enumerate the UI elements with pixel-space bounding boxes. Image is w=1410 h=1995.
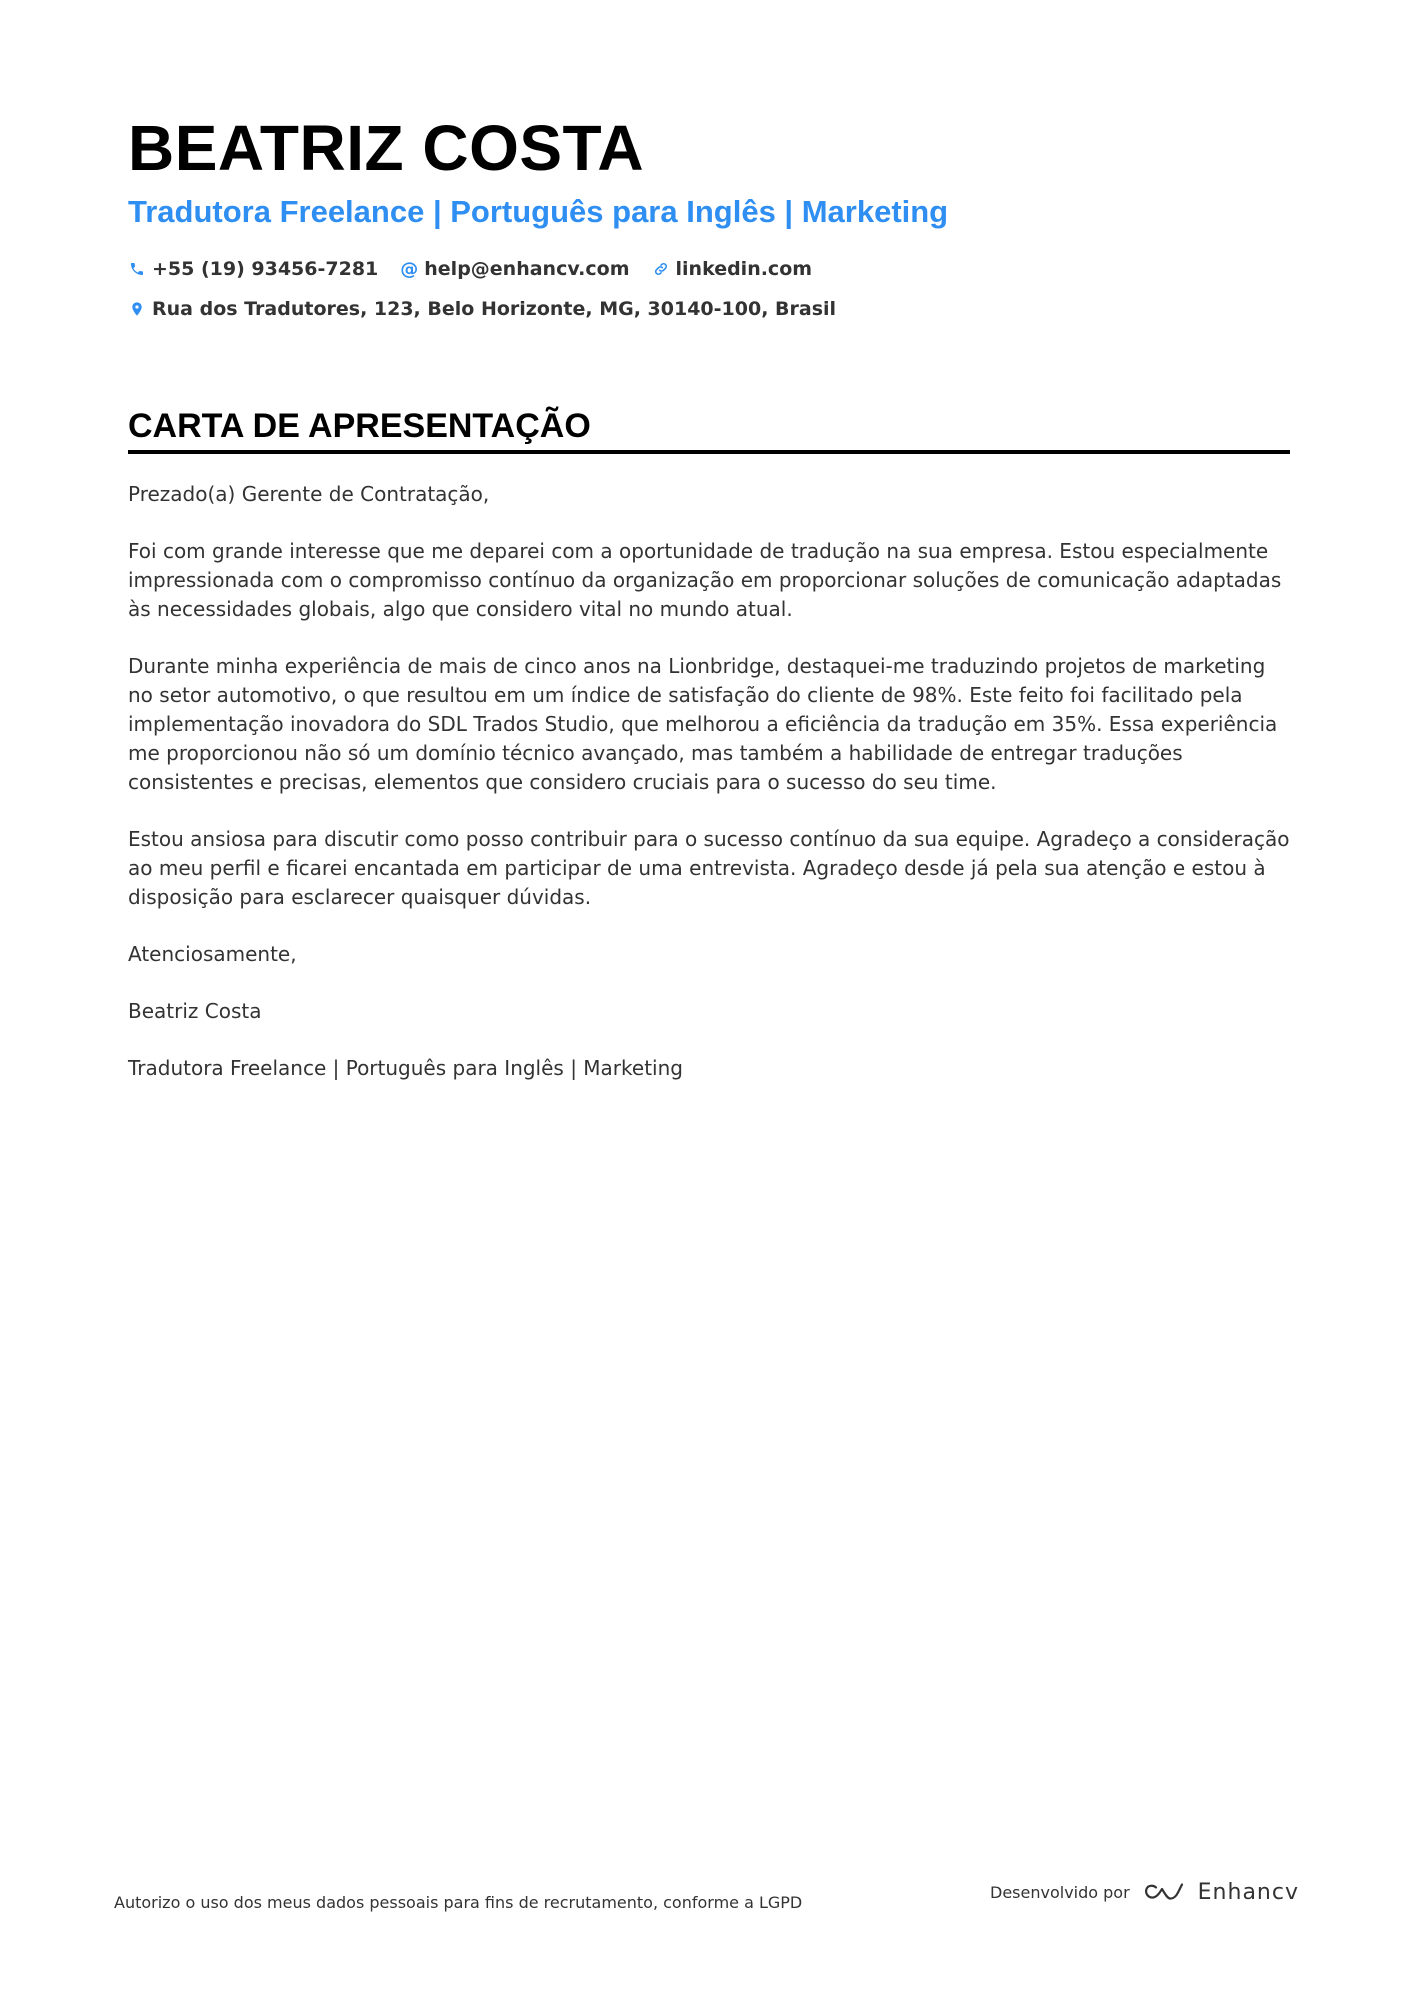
lgpd-consent: Autorizo o uso dos meus dados pessoais para fins de recrutamento, conforme a LGPD — [114, 1893, 803, 1912]
candidate-headline: Tradutora Freelance | Português para Inglês | Marketing — [128, 194, 949, 229]
contact-linkedin[interactable] — [652, 258, 813, 280]
letter-paragraph-1: Foi com grande interesse que me deparei com a oportunidade de tradução na sua empresa. Estou especialmente impressionada com o compromisso contínuo da organização em proporcionar soluções de comunicação adaptadas às necessidades globais, algo que considero vital no mundo atual. — [128, 539, 1282, 621]
contact-email[interactable] — [400, 258, 629, 280]
section-title: CARTA DE APRESENTAÇÃO — [128, 407, 591, 445]
letter-body — [128, 480, 1290, 1083]
powered-by-label: Desenvolvido por — [990, 1883, 1130, 1902]
contact-email-text: help@enhancv.com — [424, 258, 630, 280]
resume-header — [128, 108, 1288, 334]
letter-closing: Atenciosamente, — [128, 942, 297, 966]
powered-by — [990, 1880, 1299, 1905]
section-divider — [128, 450, 1290, 454]
enhancv-logo-icon — [1142, 1881, 1188, 1905]
contact-row-1 — [128, 254, 1288, 284]
signature-name: Beatriz Costa — [128, 999, 262, 1023]
letter-paragraph-2: Durante minha experiência de mais de cinco anos na Lionbridge, destaquei-me traduzindo projetos de marketing no setor automotivo, o que resultou em um índice de satisfação do cliente de 98%. Este feito foi facilitado pela implementação inovadora do SDL Trados Studio, que melhorou a eficiência da tradução em 35%. Essa experiência me proporcionou não só um domínio técnico avançado, mas também a habilidade de entregar traduções consistentes e precisas, elementos que considero cruciais para o sucesso do seu time. — [128, 654, 1278, 794]
location-pin-icon — [128, 300, 146, 318]
candidate-name: BEATRIZ COSTA — [128, 112, 645, 184]
contact-row-2 — [128, 294, 1288, 324]
contact-phone[interactable] — [128, 258, 378, 280]
link-icon — [652, 260, 670, 278]
cover-letter-section — [128, 404, 1290, 1111]
contact-linkedin-text: linkedin.com — [675, 258, 813, 280]
phone-icon — [128, 260, 146, 278]
signature-title: Tradutora Freelance | Português para Inglês | Marketing — [128, 1056, 683, 1080]
letter-greeting: Prezado(a) Gerente de Contratação, — [128, 482, 490, 506]
enhancv-logo[interactable] — [1142, 1880, 1299, 1905]
contact-address-text: Rua dos Tradutores, 123, Belo Horizonte, MG, 30140-100, Brasil — [152, 298, 837, 320]
contact-phone-text: +55 (19) 93456-7281 — [152, 258, 379, 280]
letter-paragraph-3: Estou ansiosa para discutir como posso contribuir para o sucesso contínuo da sua equipe. Agradeço a consideração ao meu perfil e ficarei encantada em participar de uma entrevista. Agradeço desde já pela sua atenção e estou à disposição para esclarecer quaisquer dúvidas. — [128, 827, 1290, 909]
contact-info — [128, 254, 1288, 324]
at-sign-icon: @ — [400, 258, 419, 280]
brand-wordmark: Enhancv — [1197, 1880, 1299, 1905]
contact-address — [128, 298, 836, 320]
